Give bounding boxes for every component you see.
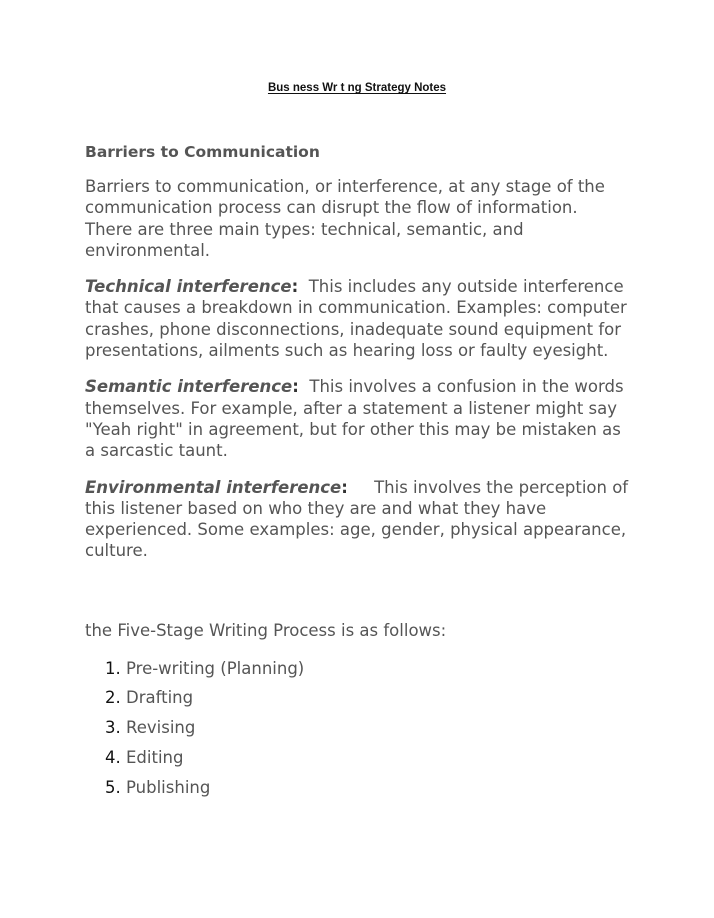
document-title-text: Bus ness Wr t ng Strategy Notes [267,82,447,94]
semantic-interference-term: Semantic interference [85,377,293,397]
technical-interference-term: Technical interference [85,277,292,297]
document-title [0,82,714,94]
document-body [85,142,630,806]
semantic-interference-gap [299,377,310,396]
environmental-interference-colon: : [341,477,348,497]
list-item [105,777,630,798]
list-item-text: Drafting [126,688,194,708]
list-item [105,658,630,679]
technical-interference-paragraph [85,276,630,361]
list-item-text: Editing [126,747,184,767]
environmental-interference-paragraph [85,477,630,562]
barriers-intro-paragraph: Barriers to communication, or interference, at any stage of the communication process can disrupt the flow of information. There are three main types: technical, semantic, and environmental. [85,177,605,260]
semantic-interference-colon: : [292,377,299,397]
section-heading-barriers: Barriers to Communication [85,143,320,161]
list-item [105,717,630,738]
list-item [105,687,630,708]
list-item-number: 4. [105,747,121,767]
list-item-number: 1. [105,658,121,678]
semantic-interference-paragraph [85,376,630,461]
list-item-text: Pre-writing (Planning) [126,658,305,678]
list-item-number: 5. [105,777,121,797]
technical-interference-text: This includes any outside interference that causes a breakdown in communication. Examples: computer crashes, phone disconnections, inadequate sound equipment for presentations, ailments such as hearing loss or faulty eyesight. [85,277,627,361]
writing-process-steps-list [85,658,630,798]
list-item-text: Publishing [126,777,211,797]
writing-process-intro: the Five-Stage Writing Process is as follows: [85,620,447,640]
list-item-text: Revising [126,718,196,738]
technical-interference-colon: : [291,277,299,297]
blank-line-spacer [85,577,630,620]
semantic-interference-text: This involves a confusion in the words themselves. For example, after a statement a listener might say "Yeah right" in agreement, but for other this may be mistaken as a sarcastic taunt. [85,377,624,461]
environmental-interference-term: Environmental interference [85,477,342,497]
list-item-number: 2. [105,688,121,708]
list-item [105,747,630,768]
environmental-interference-gap [348,478,374,497]
environmental-interference-text: This involves the perception of this listener based on who they are and what they have experienced. Some examples: age, gender, physical appearance, culture. [85,477,629,561]
list-item-number: 3. [105,718,121,738]
technical-interference-gap [298,277,309,296]
